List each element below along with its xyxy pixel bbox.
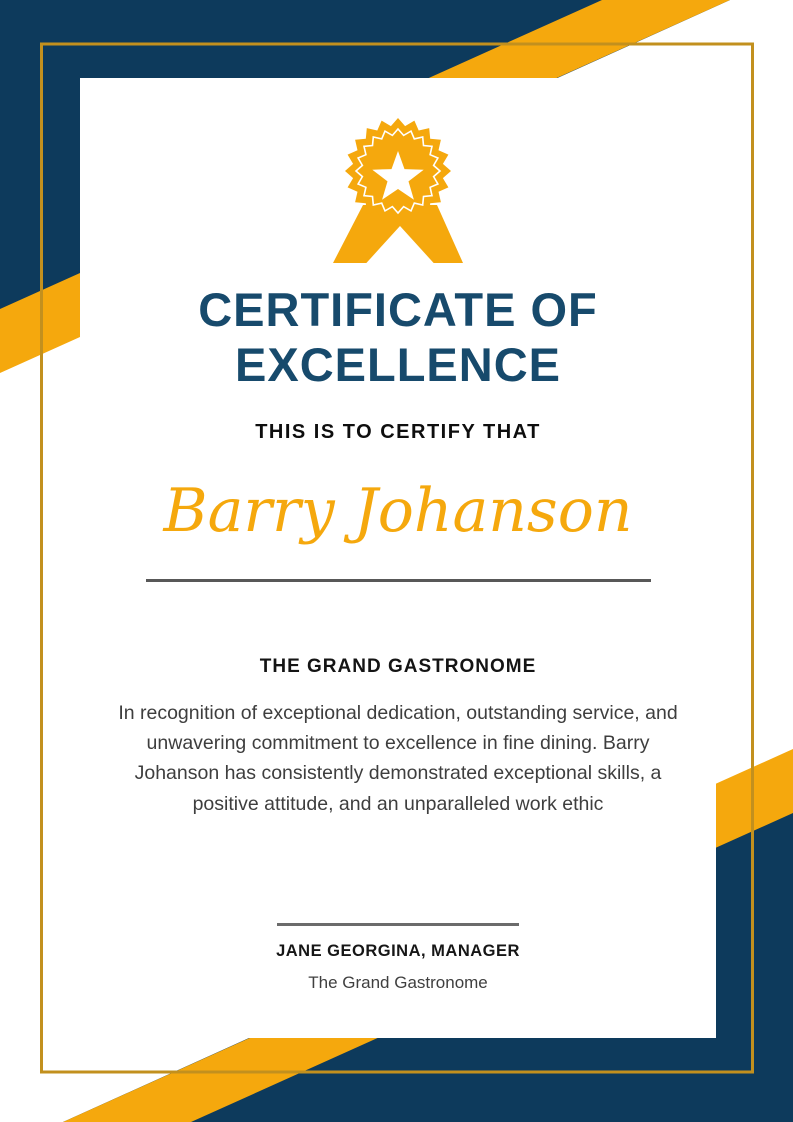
certificate-content	[80, 78, 716, 1038]
organization-heading: THE GRAND GASTRONOME	[259, 656, 537, 677]
signatory-organization: The Grand Gastronome	[308, 973, 488, 992]
certificate-title: CERTIFICATE OF EXCELLENCE	[198, 283, 598, 391]
signature-line	[277, 923, 519, 926]
recipient-name-underline	[146, 579, 651, 582]
signatory-name: JANE GEORGINA, MANAGER	[276, 942, 520, 960]
certify-statement: THIS IS TO CERTIFY THAT	[255, 421, 541, 443]
recognition-text: In recognition of exceptional dedication, outstanding service, and unwavering commitment to excellence in fine dining. Barry Johanson has consistently demonstrated exceptional skills, a positive attitude, and an unparalleled work ethic	[118, 702, 678, 815]
recipient-name: Barry Johanson	[163, 476, 633, 546]
